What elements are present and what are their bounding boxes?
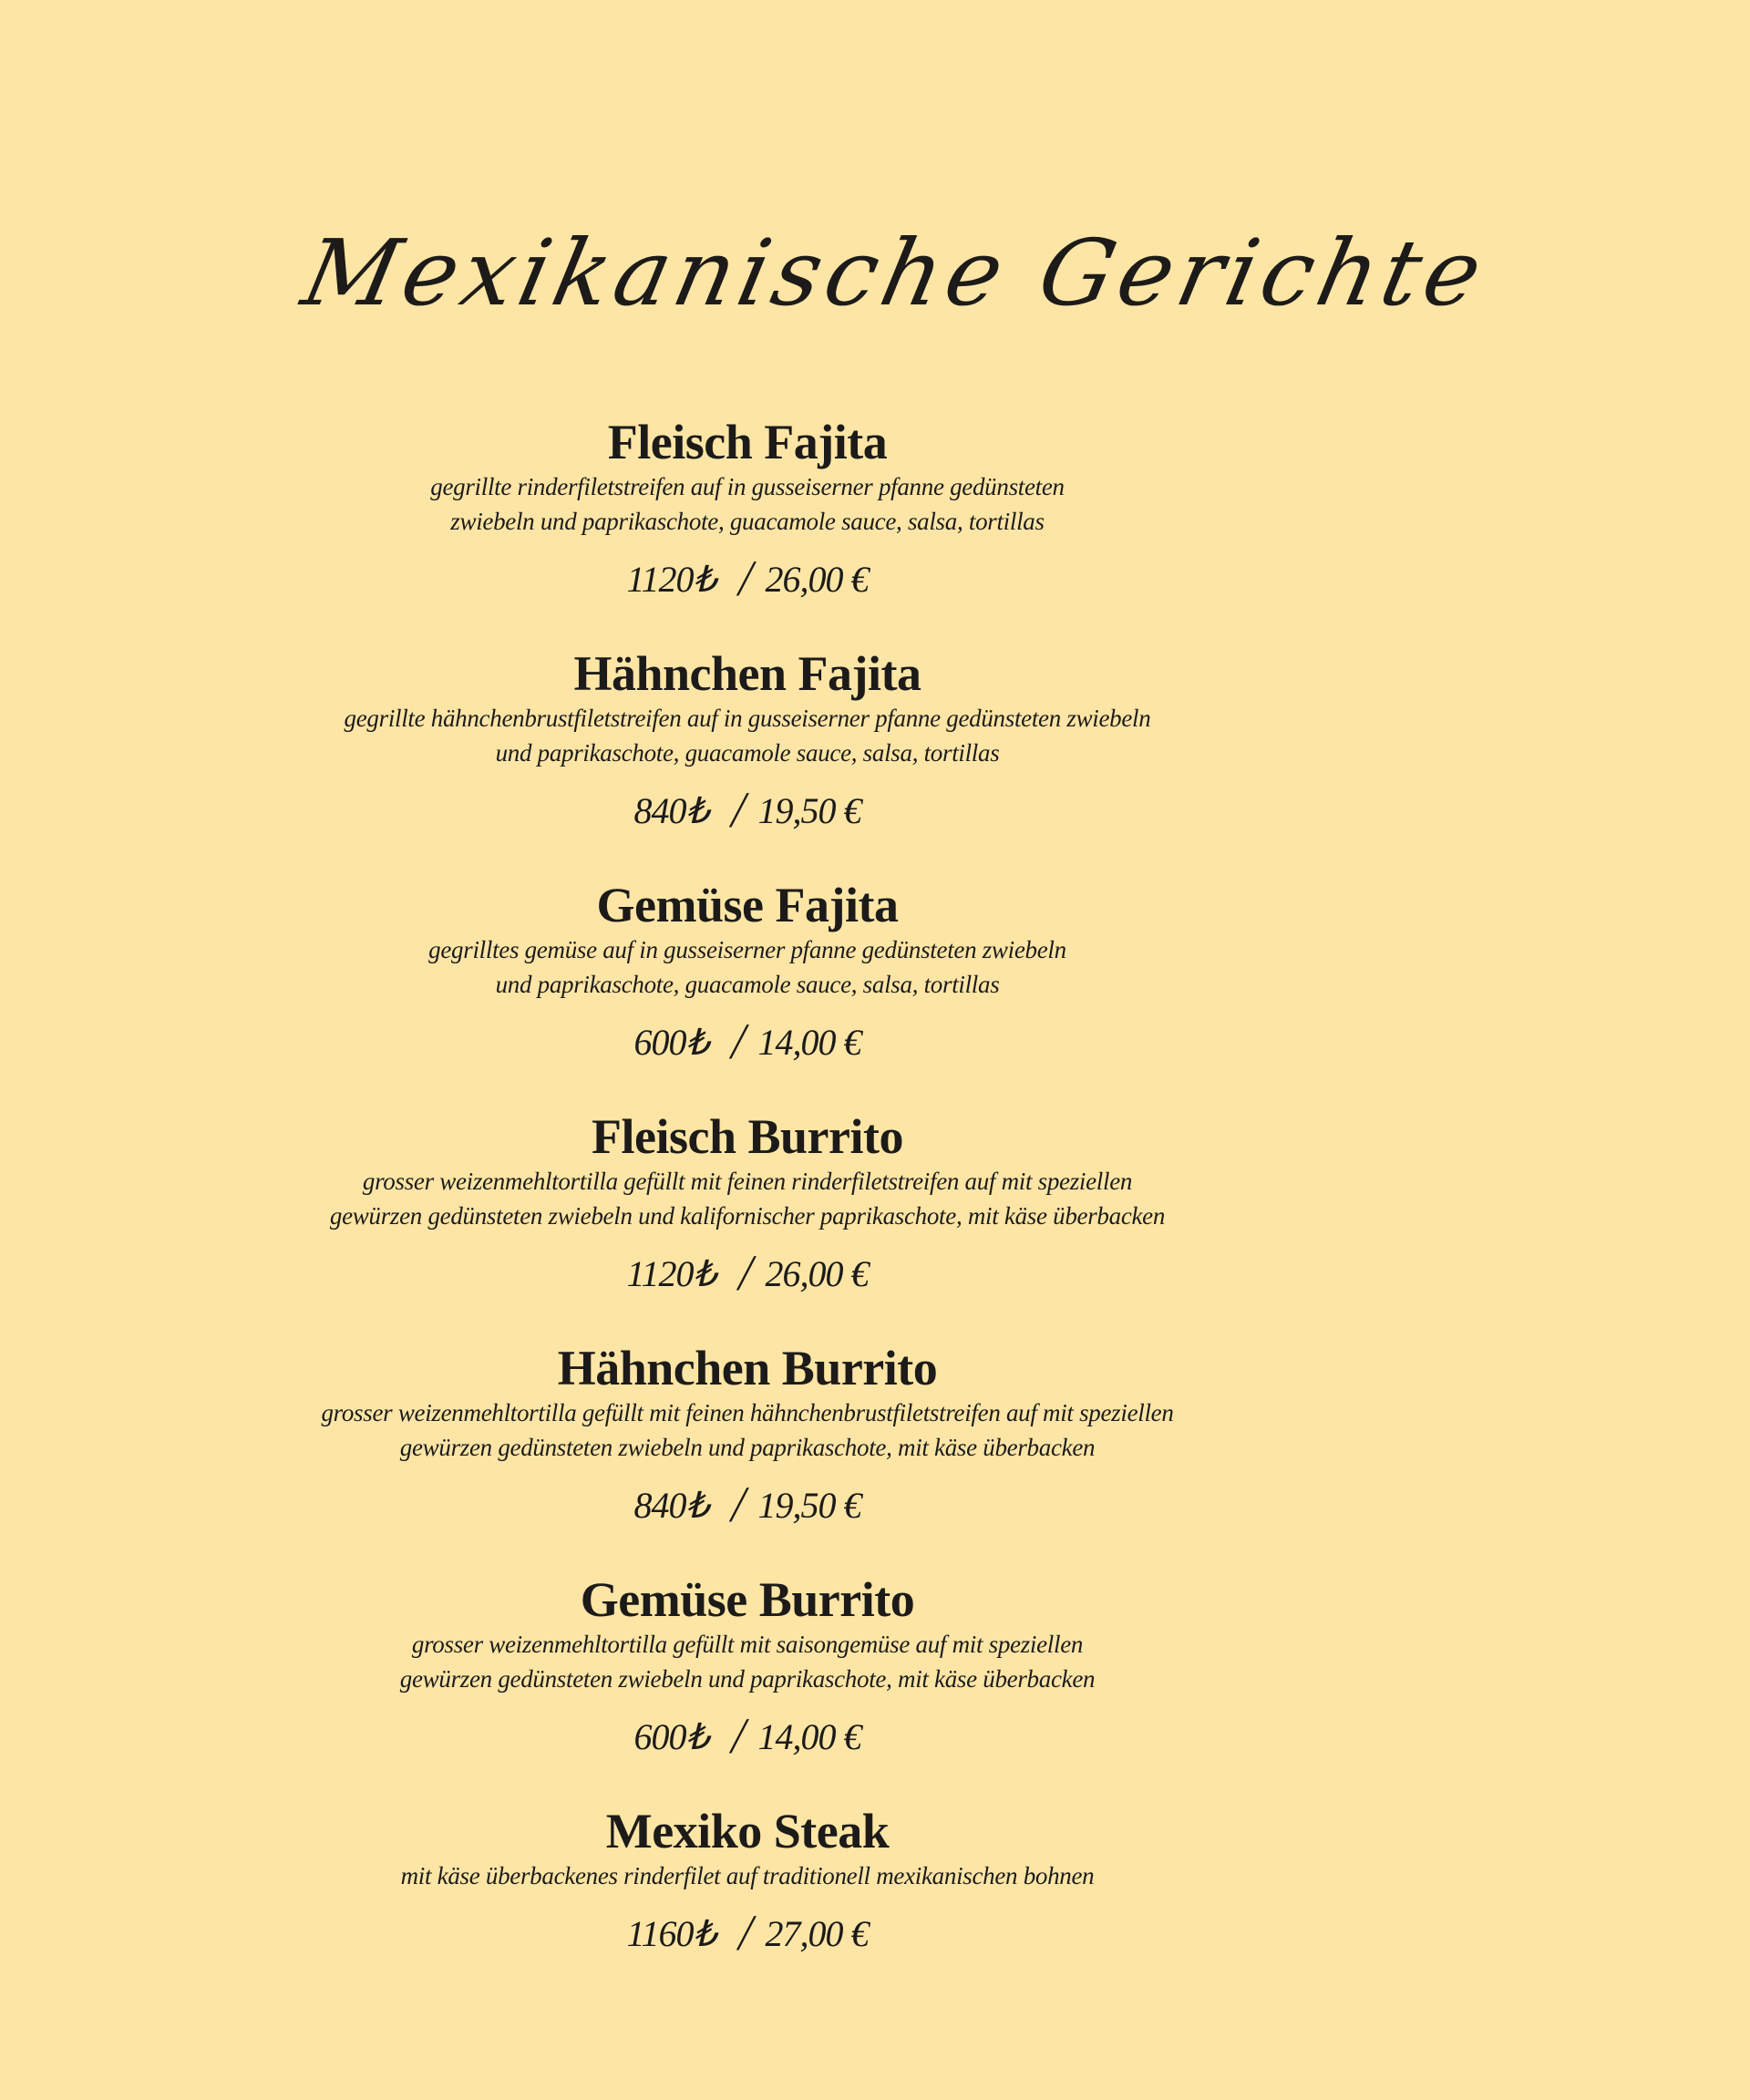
item-description-line: und paprikaschote, guacamole sauce, salsa, tortillas [495, 739, 1000, 767]
item-description-line: gewürzen gedünsteten zwiebeln und paprikaschote, mit käse überbacken [399, 1434, 1096, 1461]
item-description-line: gegrillte hähnchenbrustfiletstreifen auf in gusseiserner pfanne gedünsteten zwiebeln [344, 705, 1151, 732]
item-name: Fleisch Burrito [592, 1109, 903, 1164]
item-description [292, 469, 1203, 539]
item-price [292, 1242, 1203, 1302]
item-description [292, 932, 1203, 1002]
price-lira: 1160₺ [626, 1913, 715, 1954]
item-description-line: mit käse überbackenes rinderfilet auf traditionell mexikanischen bohnen [400, 1862, 1095, 1889]
price-euro: 14,00 € [757, 1716, 861, 1757]
menu-item-gemuese-fajita [292, 878, 1203, 1109]
price-lira: 600₺ [633, 1022, 708, 1063]
item-price [292, 548, 1203, 607]
menu-item-mexiko-steak [292, 1804, 1203, 2035]
item-description [292, 701, 1203, 770]
item-description-line: grosser weizenmehltortilla gefüllt mit feinen hähnchenbrustfiletstreifen auf mit speziellen [321, 1399, 1174, 1426]
item-name: Hähnchen Burrito [557, 1341, 938, 1395]
price-lira: 840₺ [633, 790, 708, 831]
item-price [292, 779, 1203, 839]
item-price [292, 1474, 1203, 1533]
price-euro: 19,50 € [757, 1485, 861, 1526]
price-lira: 1120₺ [626, 1253, 715, 1294]
price-euro: 19,50 € [757, 790, 861, 831]
price-lira: 1120₺ [626, 559, 715, 600]
price-euro: 14,00 € [757, 1022, 861, 1063]
price-separator: / [734, 1905, 757, 1961]
item-description-line: gewürzen gedünsteten zwiebeln und kalifornischer paprikaschote, mit käse überbacken [329, 1202, 1166, 1230]
item-price [292, 1705, 1203, 1765]
item-price [292, 1011, 1203, 1070]
price-euro: 27,00 € [765, 1913, 869, 1954]
item-description-line: gewürzen gedünsteten zwiebeln und paprikaschote, mit käse überbacken [399, 1665, 1096, 1693]
price-separator: / [726, 782, 750, 839]
price-separator: / [734, 551, 757, 607]
item-description-line: gegrillte rinderfiletstreifen auf in gusseiserner pfanne gedünsteten [430, 473, 1065, 500]
menu-item-haehnchen-burrito [292, 1341, 1203, 1572]
menu-item-gemuese-burrito [292, 1572, 1203, 1804]
menu-item-fleisch-fajita [292, 415, 1203, 646]
item-description [292, 1858, 1203, 1893]
price-lira: 600₺ [633, 1716, 708, 1757]
menu-list [292, 415, 1203, 2035]
item-description-line: grosser weizenmehltortilla gefüllt mit saisongemüse auf mit speziellen [411, 1631, 1084, 1658]
item-name: Hähnchen Fajita [573, 646, 921, 701]
item-description [292, 1627, 1203, 1696]
price-separator: / [734, 1245, 757, 1302]
price-separator: / [726, 1477, 750, 1533]
item-name: Gemüse Fajita [596, 878, 899, 932]
price-euro: 26,00 € [765, 559, 869, 600]
item-description-line: gegrilltes gemüse auf in gusseiserner pfanne gedünsteten zwiebeln [428, 936, 1066, 963]
item-description-line: und paprikaschote, guacamole sauce, salsa, tortillas [495, 971, 1000, 998]
item-description [292, 1395, 1203, 1465]
item-name: Gemüse Burrito [580, 1572, 915, 1627]
item-description [292, 1164, 1203, 1233]
price-euro: 26,00 € [765, 1253, 869, 1294]
price-lira: 840₺ [633, 1485, 708, 1526]
menu-item-haehnchen-fajita [292, 646, 1203, 878]
price-separator: / [726, 1708, 750, 1765]
menu-item-fleisch-burrito [292, 1109, 1203, 1341]
price-separator: / [726, 1014, 750, 1070]
item-description-line: zwiebeln und paprikaschote, guacamole sauce, salsa, tortillas [450, 508, 1045, 535]
item-name: Mexiko Steak [605, 1804, 890, 1858]
page-title: Mexikanische Gerichte [293, 220, 1497, 326]
item-price [292, 1902, 1203, 1961]
item-name: Fleisch Fajita [607, 415, 888, 469]
item-description-line: grosser weizenmehltortilla gefüllt mit feinen rinderfiletstreifen auf mit speziellen [362, 1168, 1133, 1195]
